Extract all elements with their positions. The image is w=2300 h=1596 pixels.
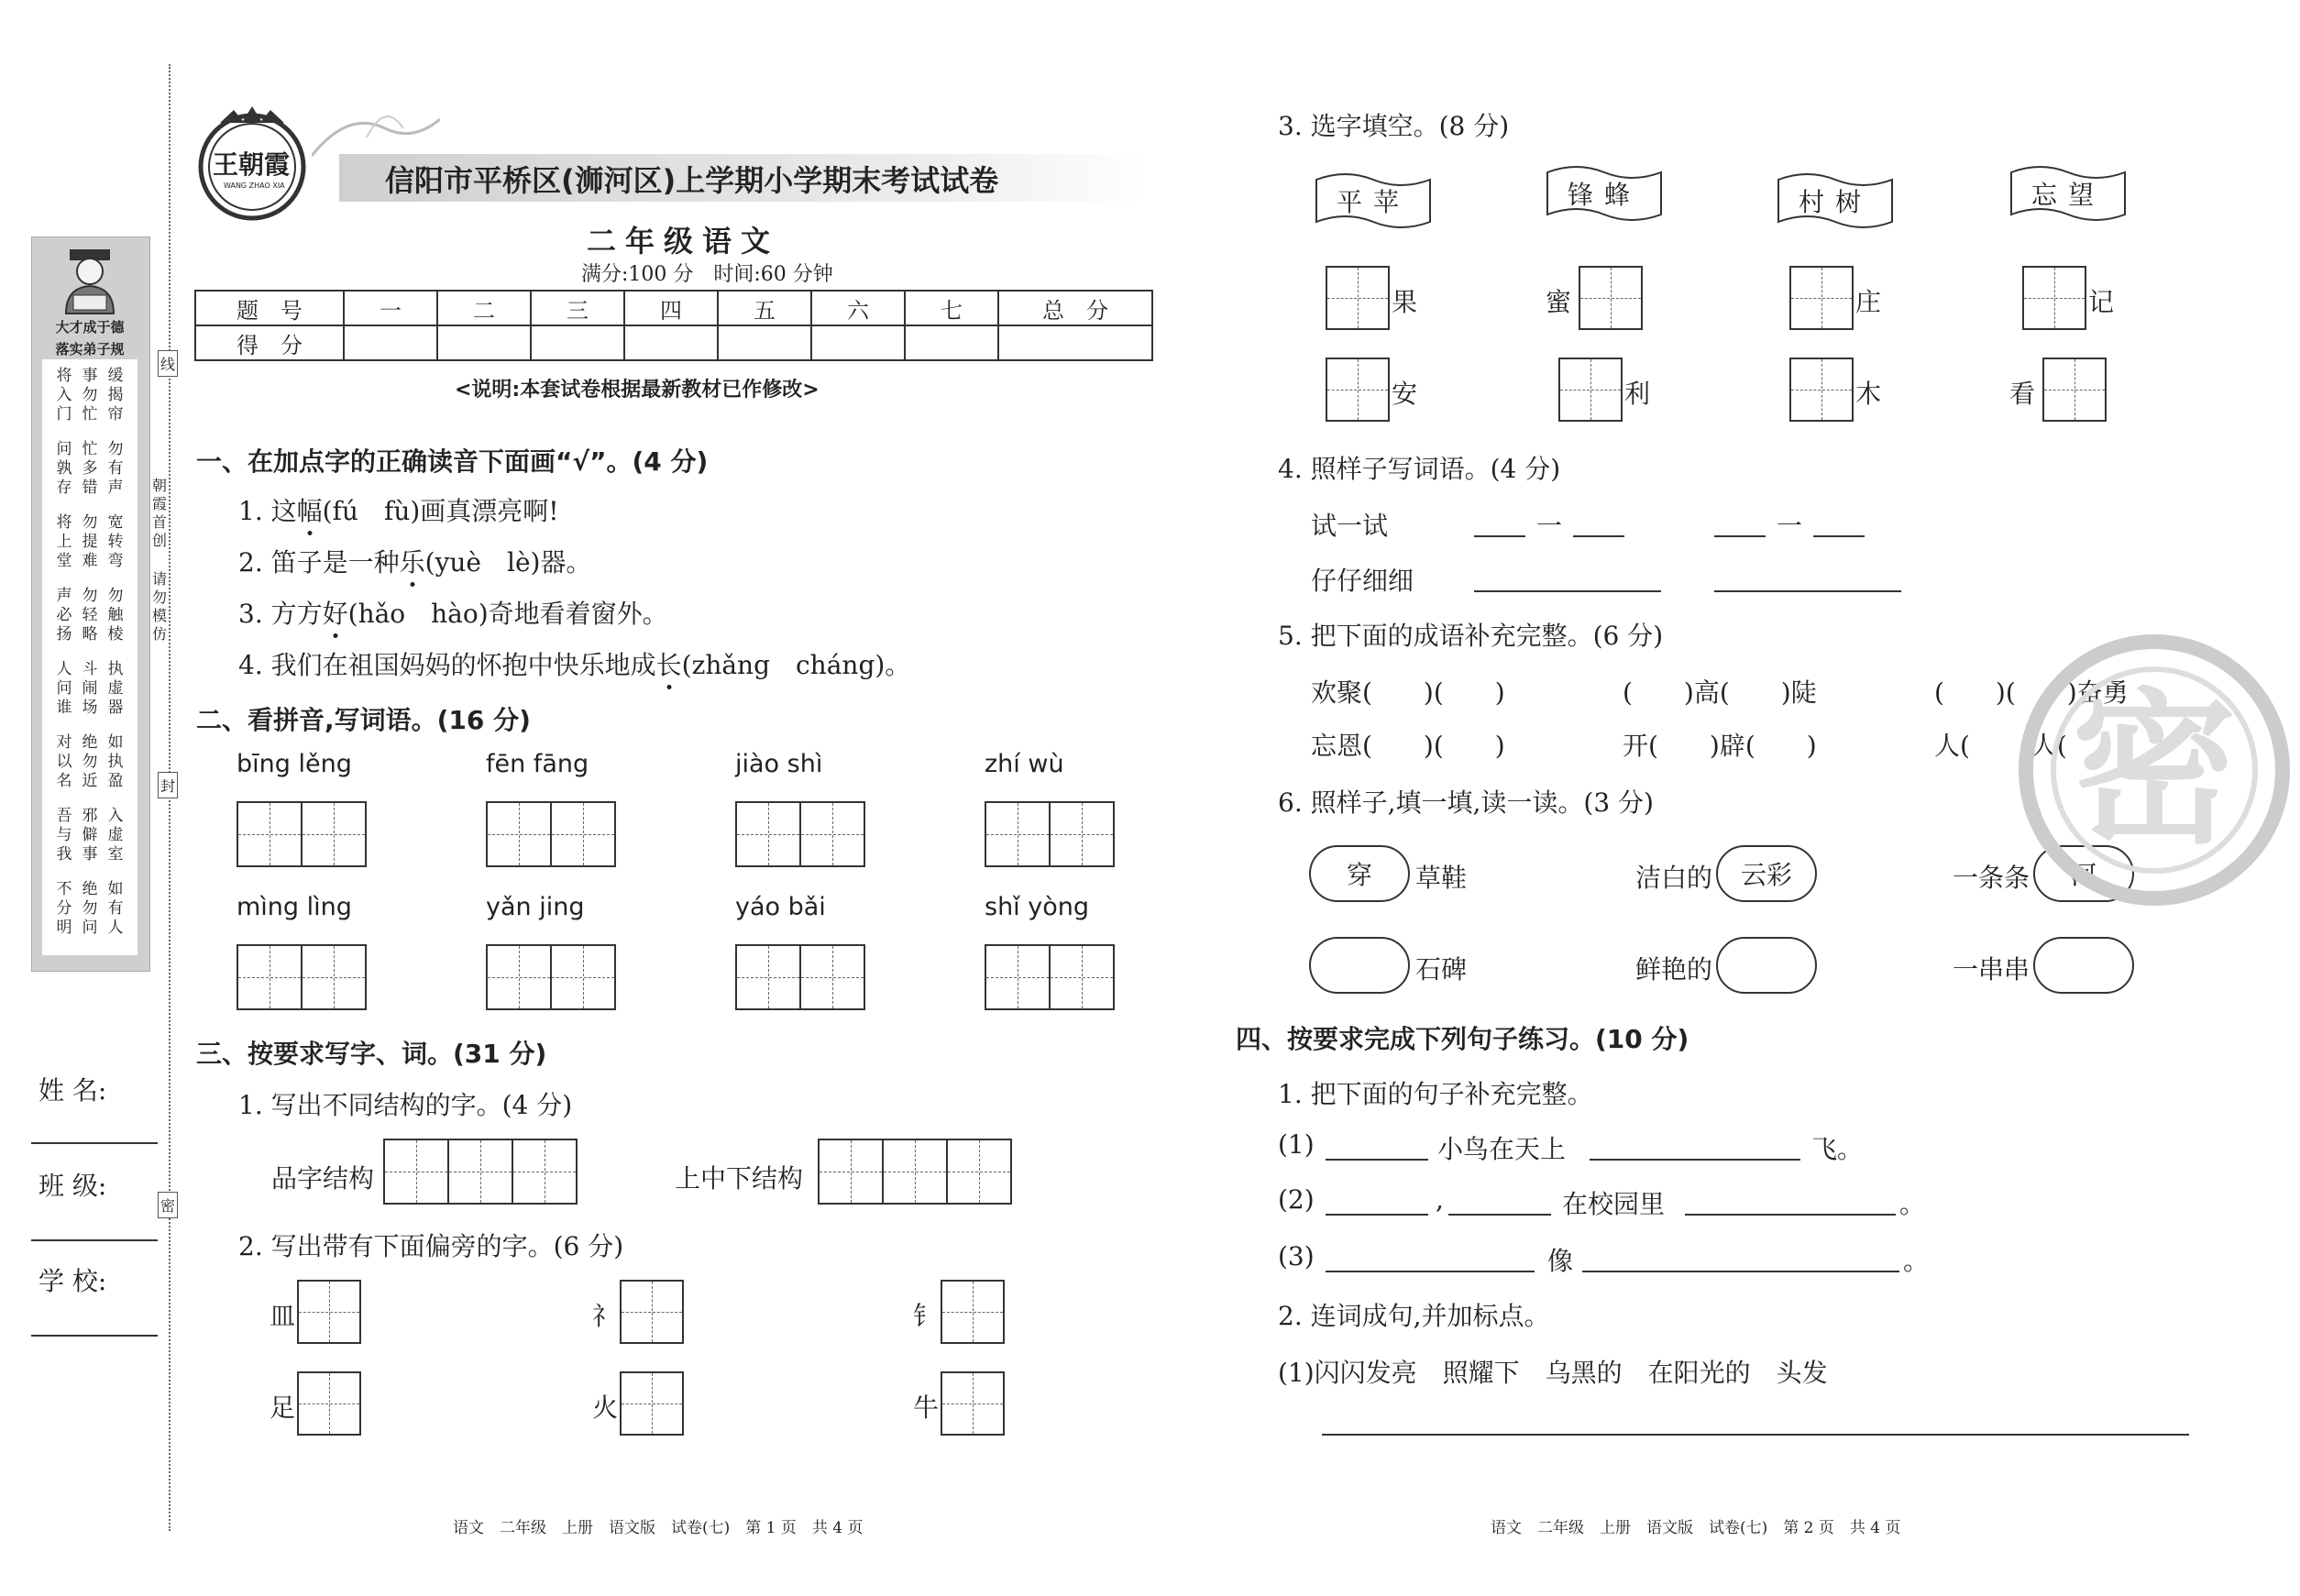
q1-item-pre: 2. 笛子是一种: [238, 547, 400, 578]
q3-radical: 礻: [592, 1301, 619, 1331]
q4-line2-blank-c[interactable]: [1685, 1214, 1896, 1216]
scholar-figure-icon: [53, 240, 127, 315]
q3-cloud-text: 河: [2070, 860, 2096, 890]
sidebar-rule-text: 入虚室: [107, 807, 124, 864]
sidebar-rule-text: 将入门: [56, 367, 72, 424]
q3-fill-post: 记: [2088, 287, 2115, 317]
q3-s3-title: 3. 选字填空。(8 分): [1278, 111, 1510, 141]
sidebar-motto-1: 大才成于德: [55, 319, 125, 336]
q3-cloud-before: 一条条: [1953, 863, 2030, 893]
q3-s1-label-a: 品字结构: [271, 1163, 375, 1194]
score-header-cell: 七: [905, 291, 998, 325]
q3-s5-title: 5. 把下面的成语补充完整。(6 分): [1278, 621, 1664, 651]
score-header-cell: 六: [811, 291, 905, 325]
q3-fill-box[interactable]: [1579, 266, 1643, 330]
q2-answer-boxes[interactable]: [486, 944, 616, 1010]
binding-char-2: 封: [158, 772, 178, 798]
q3-s4-blank-1b[interactable]: [1573, 535, 1624, 537]
secret-stamp-char: 密: [2072, 673, 2238, 866]
q3-radical-box[interactable]: [297, 1371, 361, 1436]
q3-s1-boxes-b[interactable]: [818, 1139, 1012, 1205]
q2-pinyin: fēn fāng: [486, 750, 589, 778]
class-label: 班 级:: [39, 1171, 107, 1201]
q3-radical: 火: [592, 1392, 619, 1423]
q1-item: [238, 491, 559, 528]
q1-item-post[interactable]: (yuè lè)器。: [424, 547, 592, 578]
q1-item-post[interactable]: (fú fù)画真漂亮啊!: [322, 496, 559, 526]
sidebar-rule-text: 宽转弯: [107, 513, 124, 570]
sidebar-rule-text: 绝勿问: [82, 880, 98, 937]
q2-pinyin: jiào shì: [735, 750, 823, 778]
q3-fill-box[interactable]: [2042, 358, 2107, 422]
q3-radical-box[interactable]: [297, 1280, 361, 1344]
score-header-cell: 四: [624, 291, 718, 325]
q3-s4-blank-1a[interactable]: [1474, 535, 1525, 537]
sidebar-rule-text: 如执盈: [107, 733, 124, 790]
q3-radical: 钅: [913, 1301, 940, 1331]
q3-flag-text: 忘望: [2030, 180, 2105, 210]
q3-s4-yi-1: 一: [1536, 511, 1563, 541]
q3-cloud[interactable]: [1716, 937, 1817, 994]
sidebar-rule-text: 将上堂: [56, 513, 72, 570]
score-header-cell: 题 号: [195, 291, 344, 325]
q3-fill-box[interactable]: [1326, 358, 1390, 422]
q3-s4-yi-2: 一: [1777, 511, 1803, 541]
score-input-cell[interactable]: [344, 325, 437, 360]
school-label: 学 校:: [39, 1266, 107, 1296]
footer-right: 语文 二年级 上册 语文版 试卷(七) 第 2 页 共 4 页: [1491, 1519, 1901, 1537]
exam-note: <说明:本套试卷根据最新教材已作修改>: [455, 379, 820, 402]
q3-radical: 足: [270, 1392, 296, 1423]
q2-pinyin: mìng lìng: [237, 893, 352, 921]
q2-answer-boxes[interactable]: [486, 801, 616, 867]
footer-left: 语文 二年级 上册 语文版 试卷(七) 第 1 页 共 4 页: [453, 1519, 864, 1537]
q3-s1-label-b: 上中下结构: [675, 1163, 804, 1194]
q4-line1-end: 飞。: [1811, 1134, 1864, 1164]
score-input-cell[interactable]: [718, 325, 811, 360]
q3-idiom[interactable]: ( )高( )陡: [1623, 677, 1817, 708]
binding-char-1: 线: [158, 350, 178, 377]
q3-fill-box[interactable]: [1789, 358, 1854, 422]
logo-script: 王朝霞: [213, 149, 291, 180]
q3-s4-blank-2a[interactable]: [1714, 535, 1766, 537]
score-header-cell: 三: [531, 291, 624, 325]
sidebar-vertical-note-2: 请勿模仿: [152, 570, 168, 643]
q1-item-post[interactable]: (zhǎng cháng)。: [681, 650, 911, 680]
q2-answer-boxes[interactable]: [237, 801, 367, 867]
q3-idiom[interactable]: 欢聚( )( ): [1311, 677, 1505, 708]
sidebar-rule-text: 吾与我: [56, 807, 72, 864]
q4-line1-blank-a[interactable]: [1326, 1159, 1428, 1161]
name-field[interactable]: [31, 1142, 158, 1144]
score-input-cell[interactable]: [905, 325, 998, 360]
sidebar-rule-text: 勿提难: [82, 513, 98, 570]
q3-s1-title: 1. 写出不同结构的字。(4 分): [238, 1090, 573, 1120]
q1-item-pre: 4. 我们在祖国妈妈的怀抱中快乐地成: [238, 650, 656, 680]
logo-sub: WANG ZHAO XIA: [224, 182, 285, 190]
subject-title: 二年级语文: [587, 224, 780, 259]
q3-fill-box[interactable]: [1789, 266, 1854, 330]
q1-dotted-char: 长: [656, 645, 682, 682]
sidebar-rule-text: 勿触棱: [107, 587, 124, 644]
score-input-cell[interactable]: [531, 325, 624, 360]
q3-cloud[interactable]: [1716, 845, 1817, 902]
sidebar-rule-text: 声必扬: [56, 587, 72, 644]
q3-s4-blank-3[interactable]: [1474, 590, 1661, 592]
q3-idiom[interactable]: 忘恩( )( ): [1311, 731, 1505, 761]
sidebar-rule-text: 执虚器: [107, 660, 124, 717]
q1-dotted-char: 好: [323, 594, 348, 631]
sidebar-rule-text: 人问谁: [56, 660, 72, 717]
score-label-cell: 得 分: [195, 325, 344, 360]
q3-fill-pre: 看: [2009, 379, 2036, 409]
q4-line3-end: 。: [1903, 1246, 1930, 1276]
q3-cloud[interactable]: [1309, 845, 1410, 902]
q3-flag-text: 锋蜂: [1567, 180, 1641, 210]
q1-item: [238, 543, 591, 579]
q3-radical: 皿: [270, 1301, 296, 1331]
sidebar-vertical-note-1: 朝霞首创: [152, 477, 168, 549]
q3-radical-box[interactable]: [941, 1371, 1005, 1436]
q1-item-pre: 1. 这: [238, 496, 297, 526]
q3-radical-box[interactable]: [620, 1371, 684, 1436]
exam-meta: 满分:100 分 时间:60 分钟: [581, 263, 833, 286]
sidebar-rule-text: 不分明: [56, 880, 72, 937]
q3-cloud-before: 鲜艳的: [1635, 954, 1713, 985]
sidebar-rule-text: 对以名: [56, 733, 72, 790]
q4-line1-blank-b[interactable]: [1590, 1159, 1800, 1161]
sidebar-rule-text: 勿轻略: [82, 587, 98, 644]
q3-cloud-before: 一串串: [1953, 954, 2030, 985]
q3-cloud[interactable]: [2033, 937, 2134, 994]
q3-radical-box[interactable]: [941, 1280, 1005, 1344]
q3-idiom[interactable]: 人( )人( ): [1934, 731, 2129, 761]
sidebar-rule-text: 绝勿近: [82, 733, 98, 790]
q3-fill-post: 庄: [1855, 287, 1882, 317]
q3-s4-title: 4. 照样子写词语。(4 分): [1278, 454, 1561, 484]
q3-cloud-before: 洁白的: [1635, 863, 1713, 893]
q3-flag-text: 村树: [1798, 187, 1872, 217]
q3-s4-example-2: 仔仔细细: [1311, 566, 1414, 596]
name-label: 姓 名:: [39, 1075, 107, 1106]
q3-flag: [1777, 172, 1894, 229]
q2-pinyin: zhí wù: [985, 750, 1064, 778]
q3-cloud-text: 穿: [1346, 860, 1372, 890]
score-header-cell: 一: [344, 291, 437, 325]
q4-title: 四、按要求完成下列句子练习。(10 分): [1236, 1024, 1689, 1054]
q3-idiom[interactable]: 开( )辟( ): [1623, 731, 1817, 761]
class-field[interactable]: [31, 1239, 158, 1241]
binding-char-3: 密: [158, 1192, 178, 1218]
q2-title: 二、看拼音,写词语。(16 分): [196, 705, 531, 735]
q3-fill-post: 果: [1392, 287, 1418, 317]
q3-s4-blank-2b[interactable]: [1813, 535, 1865, 537]
q4-line1-num: (1): [1278, 1129, 1315, 1160]
q2-pinyin: shǐ yòng: [985, 893, 1090, 921]
q3-s6-title: 6. 照样子,填一填,读一读。(3 分): [1278, 787, 1654, 818]
q2-pinyin: bīng lěng: [237, 750, 352, 778]
q1-item-post[interactable]: (hǎo hào)奇地看着窗外。: [347, 599, 668, 629]
q3-s1-boxes-a[interactable]: [383, 1139, 578, 1205]
q3-fill-box[interactable]: [2022, 266, 2086, 330]
q4-s2-answer-line[interactable]: [1322, 1434, 2189, 1436]
score-header-cell: 二: [437, 291, 531, 325]
q3-idiom[interactable]: ( )( )奋勇: [1934, 677, 2129, 708]
q1-dotted-char: 幅: [297, 491, 323, 528]
q4-line2-comma: ,: [1436, 1184, 1444, 1215]
sidebar-rule-text: 缓揭帘: [107, 367, 124, 424]
q2-pinyin: yáo bǎi: [735, 893, 826, 921]
q1-title: 一、在加点字的正确读音下面画“√”。(4 分): [196, 446, 709, 477]
q4-line2-end: 。: [1899, 1189, 1926, 1219]
q2-answer-boxes[interactable]: [237, 944, 367, 1010]
q2-answer-boxes[interactable]: [985, 801, 1115, 867]
q3-fill-box[interactable]: [1326, 266, 1390, 330]
sidebar-rule-text: 问孰存: [56, 440, 72, 497]
q3-fill-post: 安: [1392, 379, 1418, 409]
score-table: [194, 290, 1153, 361]
q4-line3-blank-b[interactable]: [1582, 1271, 1899, 1272]
q3-radical: 牛: [913, 1392, 940, 1423]
school-field[interactable]: [31, 1335, 158, 1337]
score-input-cell[interactable]: [998, 325, 1152, 360]
q1-item: [238, 645, 910, 682]
q4-line3-text: 像: [1547, 1246, 1574, 1276]
q2-answer-boxes[interactable]: [735, 944, 865, 1010]
q1-item-pre: 3. 方方: [238, 599, 323, 629]
q3-fill-box[interactable]: [1558, 358, 1623, 422]
q3-s4-blank-4[interactable]: [1714, 590, 1901, 592]
q3-flag: [1315, 172, 1432, 229]
q3-title: 三、按要求写字、词。(31 分): [196, 1039, 547, 1069]
q3-cloud-text: 云彩: [1740, 860, 1792, 890]
q3-flag-text: 平苹: [1336, 187, 1410, 217]
q4-line1-text: 小鸟在天上: [1437, 1134, 1567, 1164]
q1-dotted-char: 乐: [400, 543, 425, 579]
q1-item: [238, 594, 668, 631]
score-input-cell[interactable]: [811, 325, 905, 360]
sidebar-rule-text: 勿有声: [107, 440, 124, 497]
q4-s1-title: 1. 把下面的句子补充完整。: [1278, 1079, 1593, 1109]
q3-cloud-after: 草鞋: [1415, 863, 1468, 893]
q3-cloud[interactable]: [1309, 937, 1410, 994]
q3-flag: [2009, 165, 2127, 222]
sidebar-rule-text: 如有人: [107, 880, 124, 937]
q4-line2-text: 在校园里: [1562, 1189, 1666, 1219]
score-header-cell: 五: [718, 291, 811, 325]
sidebar-rule-text: 忙多错: [82, 440, 98, 497]
q3-flag: [1546, 165, 1663, 222]
exam-title: 信阳市平桥区(浉河区)上学期小学期末考试试卷: [385, 163, 999, 198]
q3-fill-post: 木: [1855, 379, 1882, 409]
q4-line3-blank-a[interactable]: [1326, 1271, 1535, 1272]
q4-s2-title: 2. 连词成句,并加标点。: [1278, 1301, 1550, 1331]
q4-s2-words: (1)闪闪发亮 照耀下 乌黑的 在阳光的 头发: [1278, 1358, 1828, 1388]
sidebar-rule-text: 邪僻事: [82, 807, 98, 864]
q2-answer-boxes[interactable]: [985, 944, 1115, 1010]
sidebar-motto-2: 落实弟子规: [55, 341, 125, 358]
q4-line2-num: (2): [1278, 1184, 1315, 1215]
sidebar-rule-text: 斗闹场: [82, 660, 98, 717]
q4-line2-blank-a[interactable]: [1326, 1214, 1428, 1216]
q3-s4-example-1: 试一试: [1311, 511, 1389, 541]
sidebar-rule-text: 事勿忙: [82, 367, 98, 424]
q3-s2-title: 2. 写出带有下面偏旁的字。(6 分): [238, 1231, 624, 1261]
q3-fill-pre: 蜜: [1546, 287, 1572, 317]
q2-answer-boxes[interactable]: [735, 801, 865, 867]
score-input-cell[interactable]: [437, 325, 531, 360]
q3-radical-box[interactable]: [620, 1280, 684, 1344]
ribbon-decoration-icon: [312, 101, 440, 165]
score-input-cell[interactable]: [624, 325, 718, 360]
q3-cloud-after: 石碑: [1415, 954, 1468, 985]
q2-pinyin: yǎn jing: [486, 893, 585, 921]
q4-line2-blank-b[interactable]: [1448, 1214, 1551, 1216]
q4-line3-num: (3): [1278, 1241, 1315, 1271]
score-header-cell: 总 分: [998, 291, 1152, 325]
q3-fill-post: 利: [1624, 379, 1651, 409]
